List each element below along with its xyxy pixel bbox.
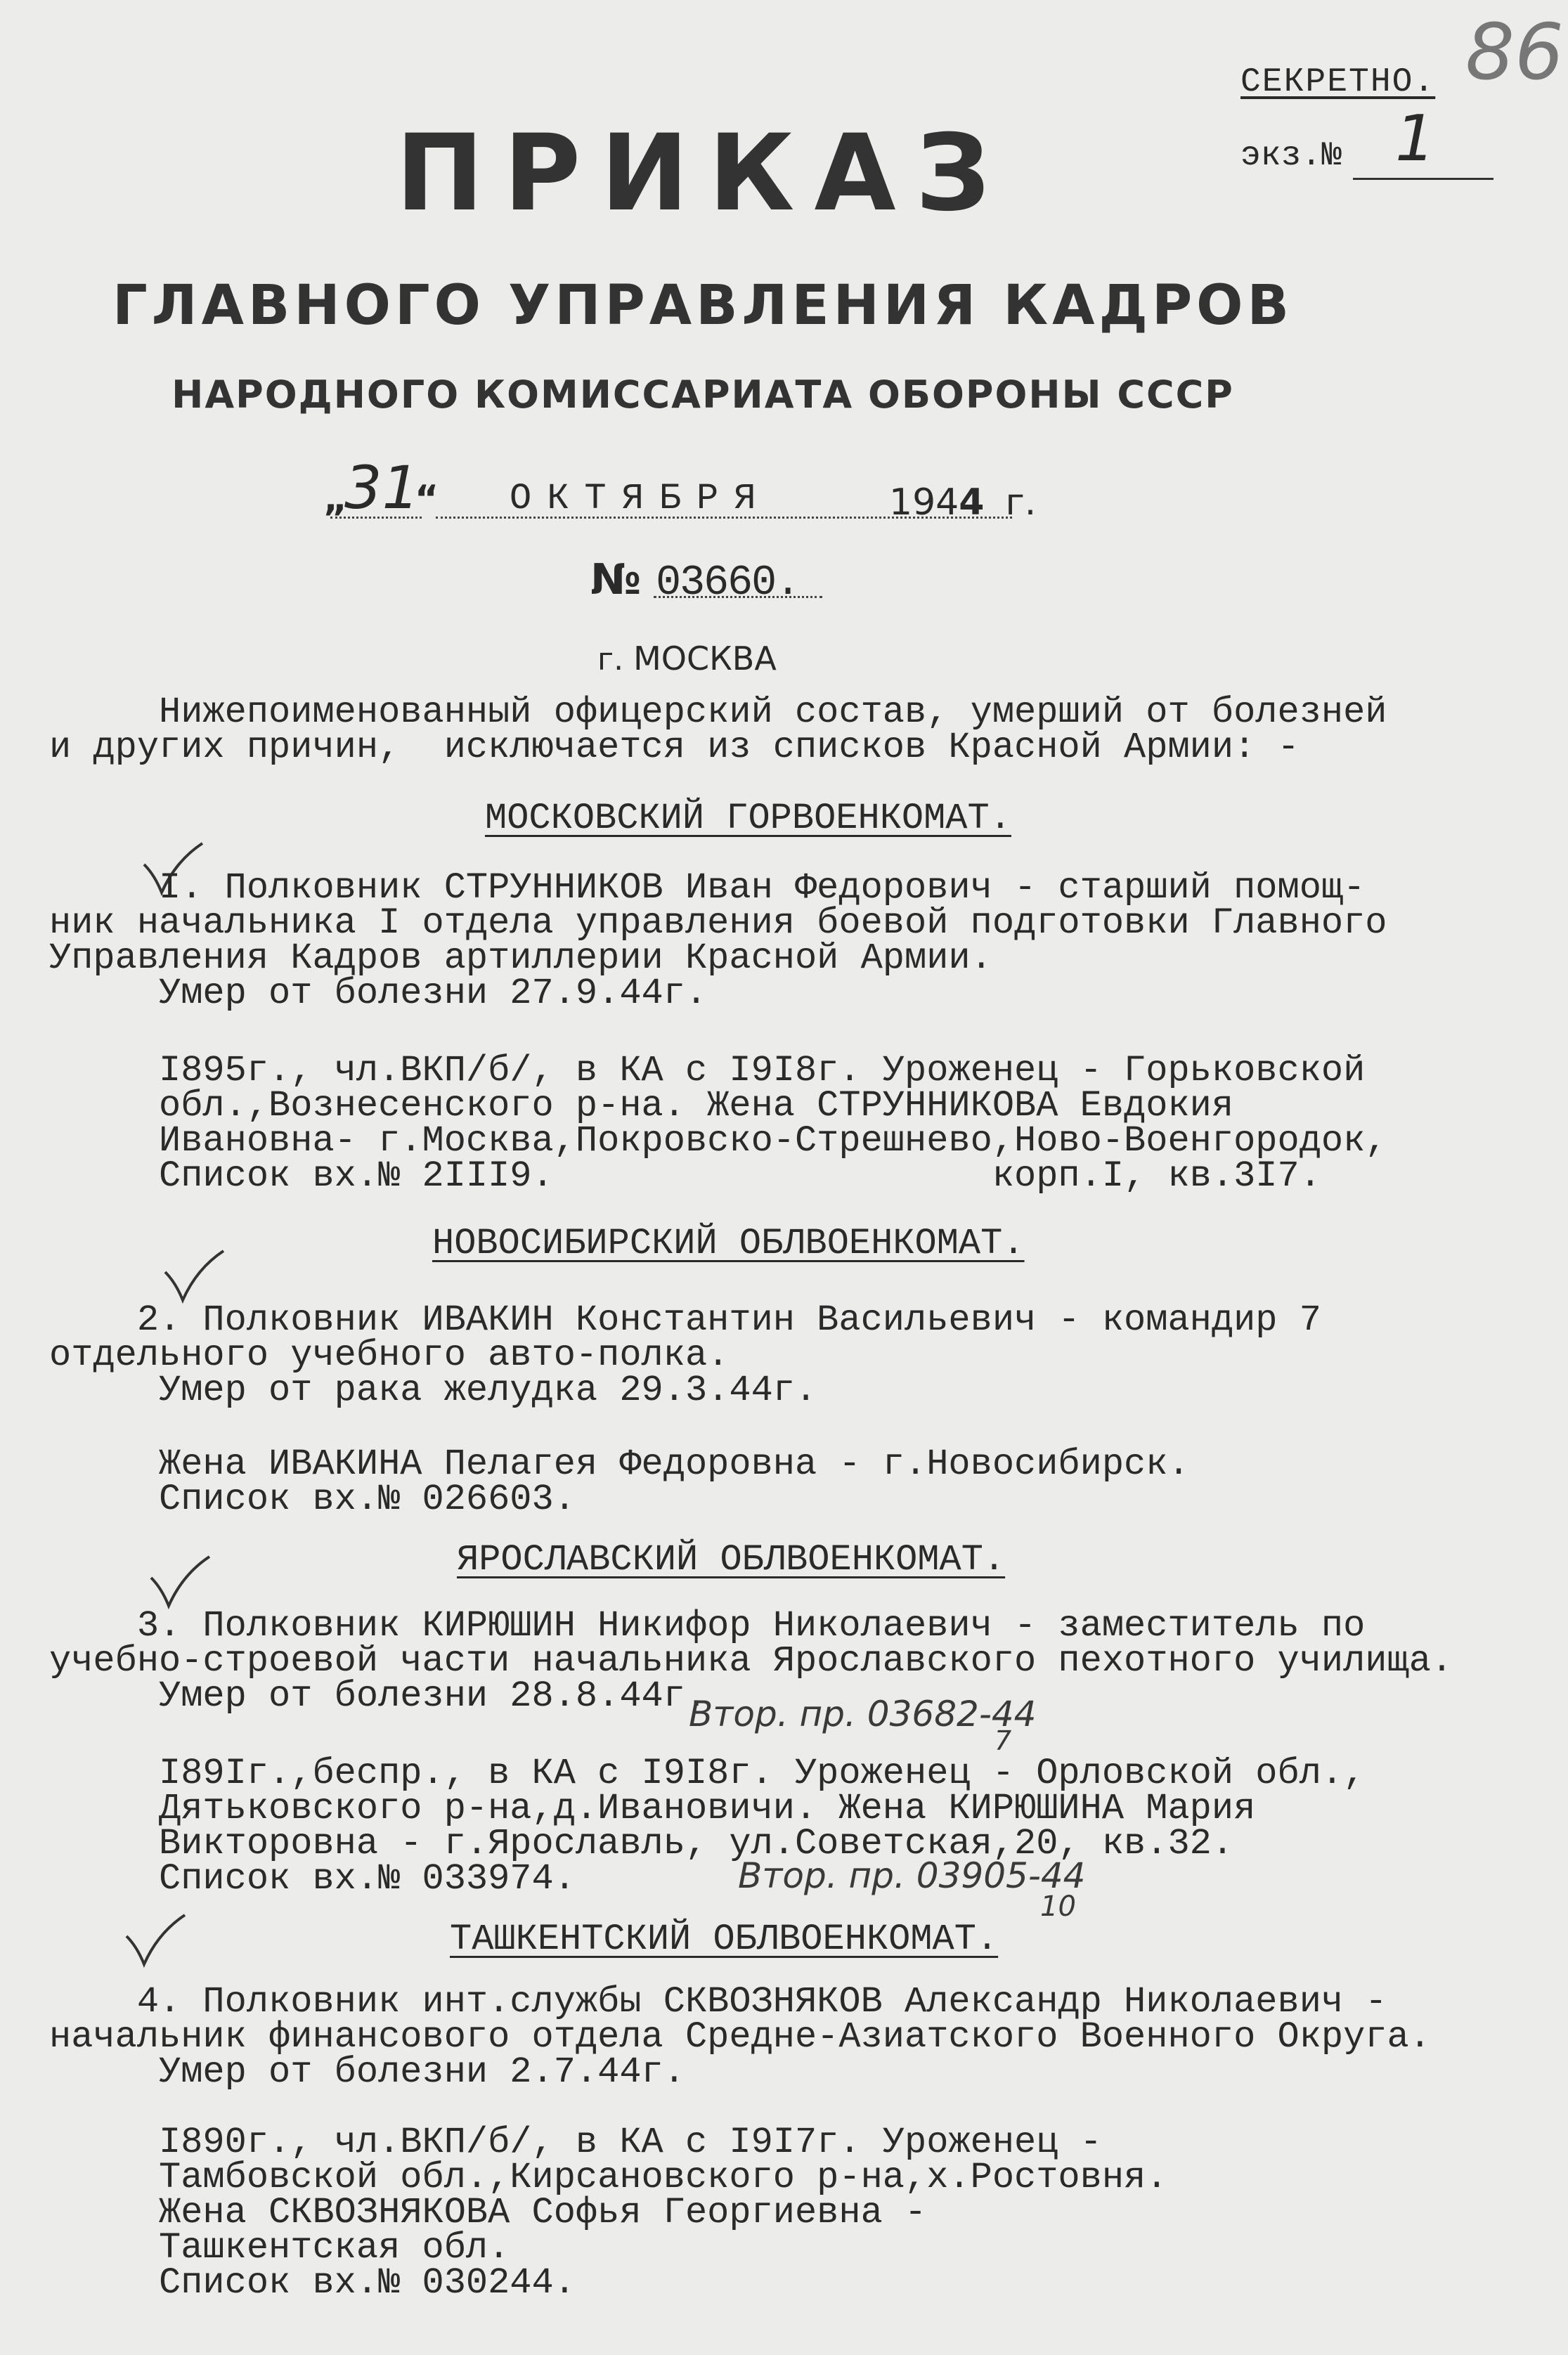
entry-4-line-3: Умер от болезни 2.7.44г.: [49, 2051, 685, 2093]
entry-4-line-1: 4. Полковник инт.службы СКВОЗНЯКОВ Александр Николаевич -: [49, 1981, 1387, 2023]
entry-4-detail-1: I890г., чл.ВКП/б/, в КА с I9I7г. Уроженец -: [49, 2122, 1102, 2163]
entry-4-detail-2: Тамбовской обл.,Кирсановского р-на,х.Ростовня.: [49, 2157, 1168, 2198]
issuer-line-2: НАРОДНОГО КОМИССАРИАТА ОБОРОНЫ СССР: [171, 372, 1234, 417]
copy-number-value: 1: [1395, 102, 1436, 176]
date-day: 31: [344, 453, 420, 522]
entry-1-detail-3: Ивановна- г.Москва,Покровско-Стрешнево,Ново-Военгородок,: [49, 1120, 1387, 1162]
city-line: [597, 640, 777, 677]
handwritten-note-1: Втор. пр. 03682-44: [689, 1694, 1037, 1734]
section-heading-yaroslavl: ЯРОСЛАВСКИЙ ОБЛВОЕНКОМАТ.: [457, 1539, 1006, 1581]
entry-3-detail-4: Список вх.№ 033974.: [49, 1858, 576, 1900]
entry-3-line-3: Умер от болезни 28.8.44г.: [49, 1675, 708, 1717]
entry-3-detail-2: Дятьковского р-на,д.Ивановичи. Жена КИРЮШИНА Мария: [49, 1788, 1256, 1829]
date-month: ОКТЯБРЯ: [510, 478, 772, 519]
entry-1-line-1: I. Полковник СТРУННИКОВ Иван Федорович - старший помощ-: [49, 867, 1366, 909]
section-heading-moscow: МОСКОВСКИЙ ГОРВОЕНКОМАТ.: [485, 798, 1011, 839]
entry-1-detail-1: I895г., чл.ВКП/б/, в КА с I9I8г. Уроженец - Горьковской: [49, 1050, 1366, 1091]
entry-2-line-3: Умер от рака желудка 29.3.44г.: [49, 1370, 817, 1411]
checkmark-icon: [162, 1247, 225, 1304]
checkmark-icon: [148, 1553, 211, 1609]
entry-3-line-1: 3. Полковник КИРЮШИН Никифор Николаевич - заместитель по: [49, 1605, 1366, 1647]
date-year: [889, 481, 1036, 524]
document-title: ПРИКАЗ: [395, 112, 1011, 235]
date-open-quote: „: [323, 478, 348, 520]
order-number-dotted-line: [654, 596, 822, 598]
entry-1-detail-4: Список вх.№ 2III9. корп.I, кв.3I7.: [49, 1155, 1321, 1197]
entry-2-detail-2: Список вх.№ 026603.: [49, 1479, 576, 1520]
entry-4-detail-5: Список вх.№ 030244.: [49, 2262, 576, 2304]
date-close-quote: “: [415, 478, 439, 520]
classification-stamp: СЕКРЕТНО.: [1240, 63, 1436, 101]
entry-3-detail-3: Викторовна - г.Ярославль, ул.Советская,20, кв.32.: [49, 1823, 1234, 1864]
date-year-suffix: 4: [959, 481, 985, 524]
entry-2-detail-1: Жена ИВАКИНА Пелагея Федоровна - г.Новосибирск.: [49, 1444, 1190, 1485]
entry-3-detail-1: I89Iг.,беспр., в КА с I9I8г. Уроженец - Орловской обл.,: [49, 1753, 1366, 1794]
entry-1-line-2: ник начальника I отдела управления боевой подготовки Главного: [49, 902, 1387, 944]
date-dotted-line: [330, 517, 422, 519]
handwritten-note-1-sub: 7: [994, 1725, 1012, 1756]
checkmark-icon: [123, 1912, 186, 1968]
entry-4-line-2: начальник финансового отдела Средне-Азиатского Военного Округа.: [49, 2016, 1431, 2058]
section-heading-novosibirsk: НОВОСИБИРСКИЙ ОБЛВОЕНКОМАТ.: [432, 1223, 1025, 1264]
archive-number: 86: [1465, 7, 1564, 97]
entry-3-line-2: учебно-строевой части начальника Ярославского пехотного училища.: [49, 1640, 1453, 1682]
handwritten-note-2: Втор. пр. 03905-44: [738, 1855, 1086, 1896]
section-heading-tashkent: ТАШКЕНТСКИЙ ОБЛВОЕНКОМАТ.: [450, 1919, 999, 1960]
date-year-unit: г.: [1005, 481, 1037, 524]
order-number-value: 03660.: [656, 559, 800, 607]
order-number-label: №: [590, 555, 642, 604]
copy-label: экз.№: [1240, 137, 1342, 175]
entry-4-detail-3: Жена СКВОЗНЯКОВА Софья Георгиевна -: [49, 2192, 927, 2233]
date-year-prefix: 194: [889, 481, 959, 524]
handwritten-note-2-sub: 10: [1040, 1890, 1076, 1923]
entry-2-line-1: 2. Полковник ИВАКИН Константин Васильевич - командир 7: [49, 1299, 1321, 1341]
intro-line-1: Нижепоименованный офицерский состав, умерший от болезней: [49, 692, 1387, 733]
issuer-line-1: ГЛАВНОГО УПРАВЛЕНИЯ КАДРОВ: [112, 274, 1293, 337]
city-name: МОСКВА: [633, 640, 777, 677]
entry-1-line-3: Управления Кадров артиллерии Красной Армии.: [49, 938, 992, 979]
city-prefix: г.: [597, 642, 624, 677]
entry-2-line-2: отдельного учебного авто-полка.: [49, 1335, 730, 1376]
order-number: [590, 555, 799, 607]
intro-line-2: и других причин, исключается из списков Красной Армии: -: [49, 727, 1300, 768]
entry-4-detail-4: Ташкентская обл.: [49, 2227, 510, 2269]
order-date: [323, 453, 1037, 524]
entry-1-detail-2: обл.,Вознесенского р-на. Жена СТРУННИКОВА Евдокия: [49, 1085, 1234, 1127]
entry-1-line-4: Умер от болезни 27.9.44г.: [49, 973, 708, 1014]
